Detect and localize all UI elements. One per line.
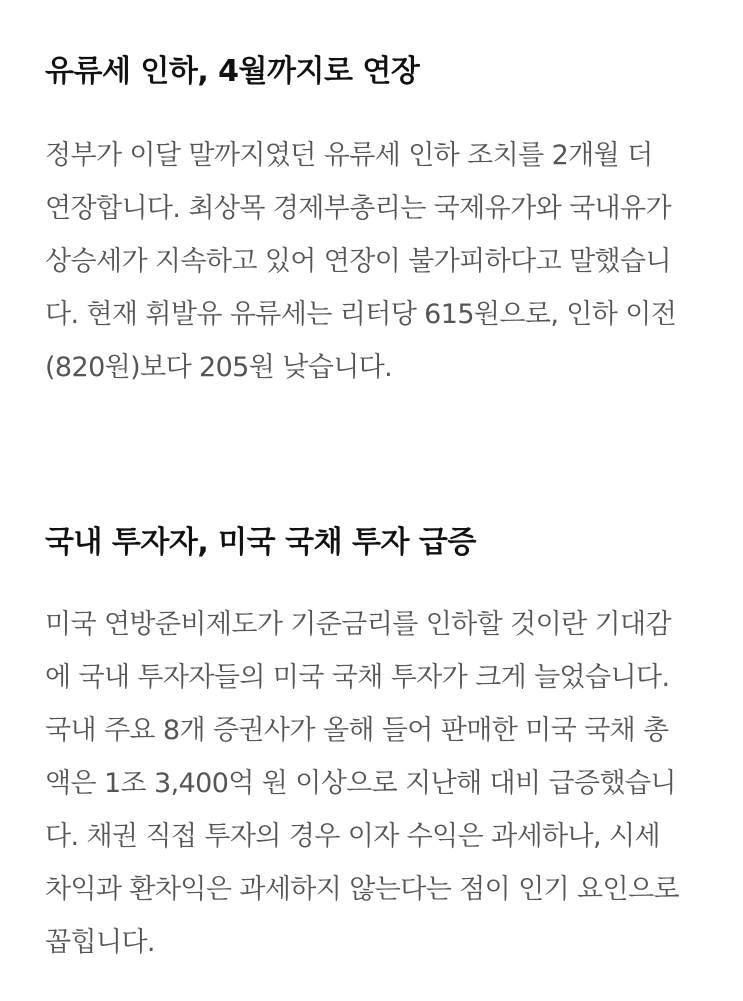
article-body-line: 다. 채권 직접 투자의 경우 이자 수익은 과세하나, 시세	[45, 821, 660, 852]
article-body-line: 상승세가 지속하고 있어 연장이 불가피하다고 말했습니	[45, 246, 671, 277]
article-body-line: 다. 현재 휘발유 유류세는 리터당 615원으로, 인하 이전	[45, 299, 677, 330]
article-body-line: 에 국내 투자자들의 미국 국채 투자가 크게 늘었습니다.	[45, 662, 670, 693]
article-body	[45, 598, 715, 969]
article-headline: 유류세 인하, 4월까지로 연장	[45, 54, 420, 89]
article-headline: 국내 투자자, 미국 국채 투자 급증	[45, 525, 476, 560]
article-body-line: 액은 1조 3,400억 원 이상으로 지난해 대비 급증했습니	[45, 768, 676, 799]
article-body	[45, 129, 715, 394]
article-body-line: 정부가 이달 말까지였던 유류세 인하 조치를 2개월 더	[45, 140, 653, 171]
article-body-line: 미국 연방준비제도가 기준금리를 인하할 것이란 기대감	[45, 609, 671, 640]
article-body-line: (820원)보다 205원 낮습니다.	[45, 352, 393, 383]
article-body-line: 국내 주요 8개 증권사가 올해 들어 판매한 미국 국채 총	[45, 715, 669, 746]
article-body-line: 꼽힙니다.	[45, 927, 155, 958]
article-body-line: 차익과 환차익은 과세하지 않는다는 점이 인기 요인으로	[45, 874, 679, 905]
news-article-us-treasury	[45, 523, 715, 969]
article-body-line: 연장합니다. 최상목 경제부총리는 국제유가와 국내유가	[45, 193, 671, 224]
news-article-fuel-tax	[45, 52, 715, 394]
